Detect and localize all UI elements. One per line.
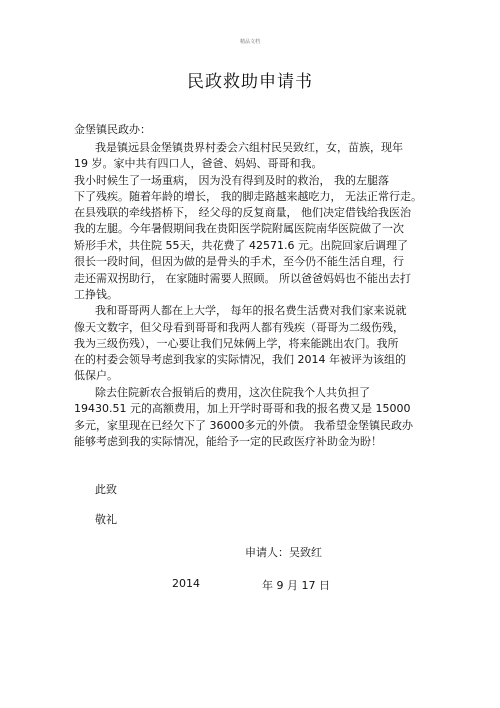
body-line: 像天文数字，但父母看到哥哥和我两人都有残疾（哥哥为二级伤残， [74,321,404,334]
salutation: 金堡镇民政办： [74,123,151,136]
closing-regards: 此致 [95,483,117,496]
body-line: 在的村委会领导考虑到我家的实际情况，我们 2014 年被评为该组的 [74,353,406,366]
body-line: 能够考虑到我的实际情况，能给予一定的民政医疗补助金为盼！ [74,435,382,448]
closing-salute: 敬礼 [95,513,117,526]
body-line: 我和哥哥两人都在上大学， 每年的报名费生活费对我们家来说就 [95,304,407,317]
header-small-text: 精品文档 [239,39,260,45]
body-line: 很长一段时间，但因为做的是骨头的手术，至今仍不能生活自理，行 [74,255,404,268]
body-line: 工挣钱。 [74,288,118,301]
body-line: 19430.51 元的高额费用，加上开学时哥哥和我的报名费又是 15000 [74,402,411,415]
date-year: 2014 [172,577,200,590]
signature: 申请人：吴致红 [245,546,322,559]
body-line: 我小时候生了一场重病， 因为没有得到及时的救治， 我的左腿落 [74,174,389,187]
body-line: 低保户。 [74,369,118,382]
body-line: 除去住院新农合报销后的费用，这次住院我个人共负担了 [95,386,370,399]
date-month-day: 年 9 月 17 日 [262,579,330,592]
body-line: 我为三级伤残），一心要让我们兄妹俩上学，将来能跳出农门。我所 [74,337,399,350]
body-line: 我的左腿。今年暑假期间我在贵阳医学院附属医院南华医院做了一次 [74,222,404,235]
body-line: 多元，家里现在已经欠下了 36000多元的外债。 我希望金堡镇民政办 [74,419,413,432]
body-line: 我是镇远县金堡镇贵界村委会六组村民吴致红，女，苗族，现年 [95,141,403,154]
body-line: 矫形手术，共住院 55天，共花费了 42571.6 元。出院回家后调理了 [74,239,408,252]
body-line: 在县残联的牵线搭桥下， 经父母的反复商量， 他们决定借钱给我医治 [74,206,411,219]
body-line: 走还需双拐助行， 在家随时需要人照顾。 所以爸爸妈妈也不能出去打 [74,272,411,285]
page-title: 民政救助申请书 [187,72,313,92]
body-line: 下了残疾。随着年龄的增长， 我的脚走路越来越吃力， 无法正常行走。 [74,190,422,203]
body-line: 19 岁。家中共有四口人，爸爸、妈妈、哥哥和我。 [74,157,323,170]
